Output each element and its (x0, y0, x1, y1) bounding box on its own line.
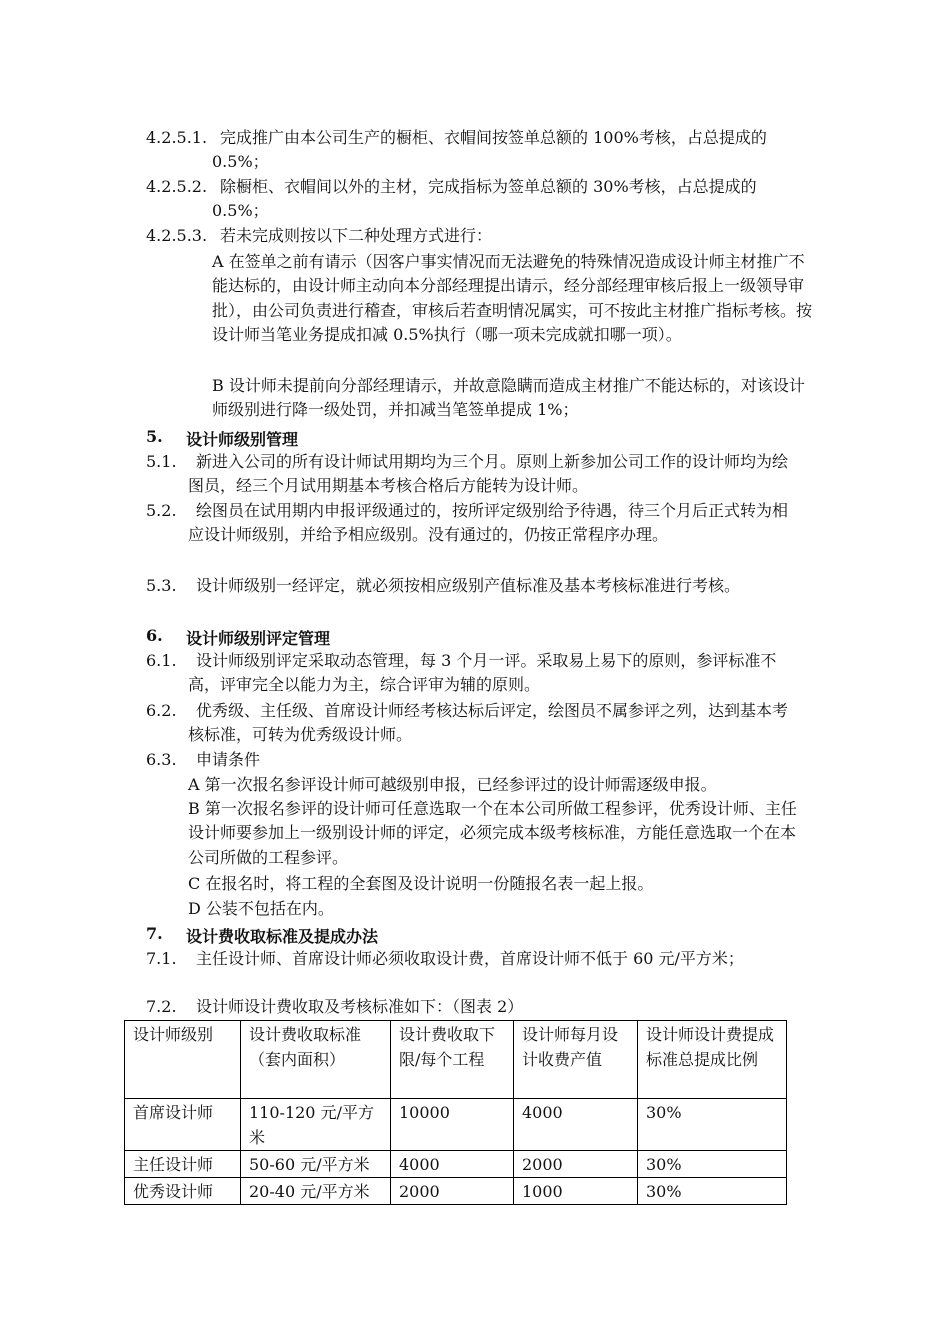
clause-number: 5.3. (146, 576, 177, 595)
clause-text: 主任设计师、首席设计师必须收取设计费，首席设计师不低于 60 元/平方米； (196, 949, 744, 968)
table-cell: 2000 (514, 1151, 638, 1178)
section-title: 设计师级别评定管理 (186, 629, 331, 648)
clause-text: 绘图员在试用期内申报评级通过的，按所评定级别给予待遇，待三个月后正式转为相应设计师级别，并给予相应级别。没有通过的，仍按正常程序办理。 (188, 501, 789, 545)
section-number: 6. (146, 626, 163, 645)
table-header-cell: 设计师设计费提成标准总提成比例 (638, 1021, 787, 1099)
clause-text: 完成推广由本公司生产的橱柜、衣帽间按签单总额的 100%考核，占总提成的 0.5%； (212, 128, 767, 172)
condition-c: C 在报名时，将工程的全套图及设计说明一份随报名表一起上报。 (188, 874, 654, 893)
table-cell: 2000 (391, 1178, 514, 1205)
section-number: 7. (146, 924, 163, 943)
table-cell: 50-60 元/平方米 (241, 1151, 391, 1178)
handling-option-a: A 在签单之前有请示（因客户事实情况而无法避免的特殊情况造成设计师主材推广不能达标的，由设计师主动向本分部经理提出请示，经分部经理审核后报上一级领导审批），由公司负责进行稽查，审核后若查明情况属实，可不按此主材推广指标考核。按设计师当笔业务提成扣减 0.5%执行（哪一项未完成就扣哪一项）。 (212, 252, 813, 345)
section-number: 5. (146, 427, 163, 446)
clause-text: 除橱柜、衣帽间以外的主材，完成指标为签单总额的 30%考核，占总提成的 0.5%； (212, 177, 757, 221)
table-cell: 主任设计师 (125, 1151, 241, 1178)
clause-number: 7.1. (146, 949, 177, 968)
clause-number: 4.2.5.3. (146, 226, 208, 245)
table-header-row (125, 1021, 787, 1099)
clause-text: 设计师级别一经评定，就必须按相应级别产值标准及基本考核标准进行考核。 (196, 576, 741, 595)
clause-text: 设计师级别评定采取动态管理，每 3 个月一评。采取易上易下的原则，参评标准不高，评审完全以能力为主，综合评审为辅的原则。 (188, 651, 777, 695)
clause-text: 申请条件 (196, 750, 261, 769)
condition-a: A 第一次报名参评设计师可越级别申报，已经参评过的设计师需逐级申报。 (188, 775, 717, 794)
table-cell: 110-120 元/平方米 (241, 1099, 391, 1151)
section-title: 设计费收取标准及提成办法 (186, 927, 379, 946)
handling-option-b: B 设计师未提前向分部经理请示，并故意隐瞒而造成主材推广不能达标的，对该设计师级别进行降一级处罚，并扣减当笔签单提成 1%； (212, 376, 805, 420)
section-title: 设计师级别管理 (186, 430, 299, 449)
clause-number: 5.2. (146, 501, 177, 520)
clause-number: 6.1. (146, 651, 177, 670)
table-cell: 优秀设计师 (125, 1178, 241, 1205)
table-row (125, 1099, 787, 1151)
table-cell: 1000 (514, 1178, 638, 1205)
table-cell: 30% (638, 1151, 787, 1178)
table-cell: 首席设计师 (125, 1099, 241, 1151)
table-header-cell: 设计师每月设计收费产值 (514, 1021, 638, 1099)
clause-number: 4.2.5.1. (146, 128, 208, 147)
table-cell: 30% (638, 1099, 787, 1151)
table-row (125, 1151, 787, 1178)
table-cell: 30% (638, 1178, 787, 1205)
table-row (125, 1178, 787, 1205)
clause-text: 设计师设计费收取及考核标准如下：（图表 2） (196, 997, 524, 1016)
condition-d: D 公装不包括在内。 (188, 899, 334, 918)
table-header-cell: 设计师级别 (125, 1021, 241, 1099)
clause-text: 新进入公司的所有设计师试用期均为三个月。原则上新参加公司工作的设计师均为绘图员，经三个月试用期基本考核合格后方能转为设计师。 (188, 452, 789, 496)
fee-standard-table (124, 1020, 787, 1205)
table-cell: 10000 (391, 1099, 514, 1151)
clause-number: 7.2. (146, 997, 177, 1016)
table-cell: 4000 (391, 1151, 514, 1178)
table-header-cell: 设计费收取下限/每个工程 (391, 1021, 514, 1099)
clause-number: 6.2. (146, 701, 177, 720)
clause-text: 若未完成则按以下二种处理方式进行： (220, 226, 493, 245)
table-header-cell: 设计费收取标准（套内面积） (241, 1021, 391, 1099)
table-cell: 4000 (514, 1099, 638, 1151)
clause-number: 5.1. (146, 452, 177, 471)
table-cell: 20-40 元/平方米 (241, 1178, 391, 1205)
clause-number: 6.3. (146, 750, 177, 769)
clause-text: 优秀级、主任级、首席设计师经考核达标后评定，绘图员不属参评之列，达到基本考核标准，可转为优秀级设计师。 (188, 701, 789, 745)
condition-b: B 第一次报名参评的设计师可任意选取一个在本公司所做工程参评，优秀设计师、主任设计师要参加上一级别设计师的评定，必须完成本级考核标准，方能任意选取一个在本公司所做的工程参评。 (188, 799, 797, 867)
clause-number: 4.2.5.2. (146, 177, 208, 196)
